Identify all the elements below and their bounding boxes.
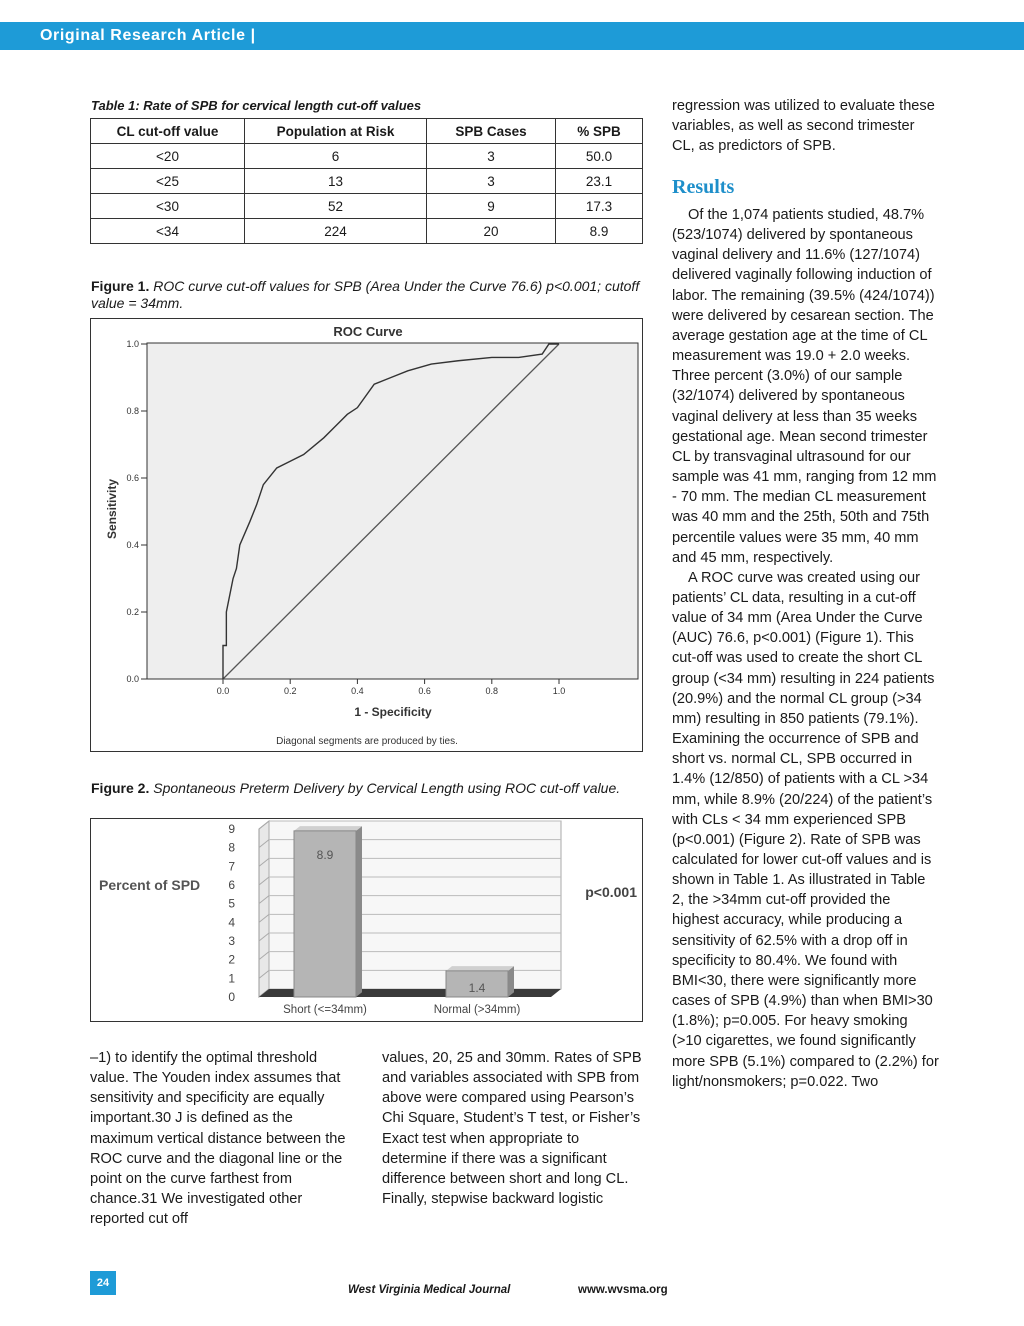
results-paragraph: Of the 1,074 patients studied, 48.7% (523/1074) delivered by spontaneous vaginal delivery and 11.6% (127/1074) delivered vaginally following induction of labor. The remaining (39.5% (424/1074)) were delivered by cesarean section. The average gestation age at the time of CL measurement was 19.0 + 2.0 weeks. Three percent (3.0%) of our sample (32/1074) delivered by spontaneous vaginal delivery at less than 35 weeks gestational age. Mean second trimester CL by transvaginal ultrasound for our sample was 41 mm, ranging from 12 mm - 70 mm. The median CL measurement was 40 mm and the 25th, 50th and 75th percentile values were 35 mm, 40 mm and 45 mm, respectively. xyxy=(672,207,937,566)
table-cell: 224 xyxy=(245,219,427,244)
roc-ylabel: Sensitivity xyxy=(105,478,119,540)
roc-plot-area xyxy=(147,343,638,679)
roc-x-tick-label: 0.2 xyxy=(283,686,297,696)
roc-y-tick-label: 0.2 xyxy=(126,607,139,617)
table-cell: 50.0 xyxy=(556,144,643,169)
table-row xyxy=(91,144,643,169)
table-row xyxy=(91,194,643,219)
roc-y-tick-label: 0.6 xyxy=(126,473,139,483)
bar-y-tick-label: 7 xyxy=(228,859,235,874)
table1 xyxy=(90,118,643,244)
table-header: CL cut-off value xyxy=(91,119,245,144)
bar-category-label: Normal (>34mm) xyxy=(433,1004,521,1016)
figure1-caption-text: ROC curve cut-off values for SPB (Area Under the Curve 76.6) p<0.001; cutoff value = 34mm. xyxy=(91,278,640,311)
table-cell: 52 xyxy=(245,194,427,219)
roc-x-tick-label: 0.8 xyxy=(485,686,499,696)
figure1-caption xyxy=(91,278,644,312)
table-cell: 3 xyxy=(427,144,556,169)
bar-side xyxy=(356,826,362,997)
website: www.wvsma.org xyxy=(578,1284,668,1296)
bar-y-tick-label: 9 xyxy=(228,822,235,836)
body-paragraph: values, 20, 25 and 30mm. Rates of SPB and variables associated with SPB from above were compared using Pearson’s Chi Square, Student’s T test, or Fisher’s Exact test when appropriate to determine if there was a significant difference between short and long CL. Finally, stepwise backward logistic xyxy=(382,1050,642,1208)
bar-side-wall xyxy=(259,821,269,997)
table-header: SPB Cases xyxy=(427,119,556,144)
bar-y-tick-label: 8 xyxy=(228,840,235,855)
roc-xlabel: 1 - Specificity xyxy=(354,705,432,719)
bar-value-label: 1.4 xyxy=(468,980,486,995)
roc-note: Diagonal segments are produced by ties. xyxy=(276,736,458,747)
body-column-1 xyxy=(90,1048,350,1229)
table-cell: <20 xyxy=(91,144,245,169)
roc-y-tick-label: 0.8 xyxy=(126,406,139,416)
bar-top xyxy=(294,826,362,831)
table-cell: 6 xyxy=(245,144,427,169)
roc-x-tick-label: 1.0 xyxy=(552,686,566,696)
figure2-caption-text: Spontaneous Preterm Delivery by Cervical Length using ROC cut-off value. xyxy=(153,780,621,796)
roc-y-tick-label: 1.0 xyxy=(126,339,139,349)
header-bar xyxy=(0,22,1024,50)
bar-chart xyxy=(91,819,642,1021)
journal-name: West Virginia Medical Journal xyxy=(348,1284,511,1296)
bar-y-tick-label: 6 xyxy=(228,878,235,892)
table-row xyxy=(91,219,643,244)
bar-y-tick-label: 2 xyxy=(228,952,235,967)
table-cell: 17.3 xyxy=(556,194,643,219)
table-header: Population at Risk xyxy=(245,119,427,144)
table-cell: 8.9 xyxy=(556,219,643,244)
table-cell: <30 xyxy=(91,194,245,219)
table-header: % SPB xyxy=(556,119,643,144)
bar-figure xyxy=(90,818,643,1022)
bar-value-label: 8.9 xyxy=(316,847,334,862)
page-number: 24 xyxy=(90,1271,116,1295)
table1-caption: Table 1: Rate of SPB for cervical length cut-off values xyxy=(91,98,422,113)
bar-y-tick-label: 5 xyxy=(228,896,235,911)
table-cell: 9 xyxy=(427,194,556,219)
body-paragraph: –1) to identify the optimal threshold value. The Youden index assumes that sensitivity and specificity are equally important.30 J is defined as the maximum vertical distance between the ROC curve and the diagonal line or the point on the curve farthest from chance.31 We investigated other reported cut off xyxy=(90,1050,346,1228)
table-cell: 20 xyxy=(427,219,556,244)
roc-y-tick-label: 0.0 xyxy=(126,674,139,684)
bar-category-label: Short (<=34mm) xyxy=(283,1004,367,1016)
results-paragraph: A ROC curve was created using our patients’ CL data, resulting in a cut-off value of 34 mm (Area Under the Curve (AUC) 76.6, p<0.001) (Figure 1). This cut-off was used to create the short CL group (<34 mm) resulting in 224 patients (20.9%) and the normal CL group (>34 mm) resulting in 850 patients (79.1%). Examining the occurrence of SPB and short vs. normal CL, SPB occurred in 1.4% (12/850) of patients with a CL >34 mm, while 8.9% (20/224) of the patient’s with CLs < 34 mm experienced SPB (p<0.001) (Figure 2). Rate of SPB was calculated for lower cut-off values and is shown in Table 1. As illustrated in Table 2, the >34mm cut-off provided the highest accuracy, while producing a sensitivity of 62.5% with a drop off in specificity to 80.4%. We found with BMI<30, there were significantly more cases of SPB (4.9%) than when BMI>30 (1.8%); p=0.005. For heavy smoking (>10 cigarettes, we found significantly more SPB (5.1%) compared to (2.2%) for light/nonsmokers; p=0.022. Two xyxy=(672,569,939,1090)
results-heading: Results xyxy=(672,176,735,198)
roc-figure xyxy=(90,318,643,752)
roc-chart xyxy=(91,319,642,751)
table-cell: 3 xyxy=(427,169,556,194)
bar-y-tick-label: 1 xyxy=(228,971,235,986)
bar-ylabel: Percent of SPD xyxy=(99,877,201,893)
roc-x-tick-label: 0.4 xyxy=(351,686,364,696)
bar-y-tick-label: 3 xyxy=(228,934,235,948)
body-paragraph: regression was utilized to evaluate these variables, as well as second trimester CL, as predictors of SPB. xyxy=(672,98,935,155)
roc-y-tick-label: 0.4 xyxy=(126,540,139,550)
table-cell: <25 xyxy=(91,169,245,194)
roc-x-tick-label: 0.0 xyxy=(216,686,230,696)
bar-y-tick-label: 0 xyxy=(228,990,235,1004)
table-row xyxy=(91,169,643,194)
bar-top xyxy=(446,966,514,971)
roc-title: ROC Curve xyxy=(333,324,403,339)
body-column-2 xyxy=(382,1048,644,1209)
body-column-3-intro xyxy=(672,96,940,156)
figure2-label: Figure 2. xyxy=(91,780,150,796)
body-column-3-results xyxy=(672,205,940,1092)
table-cell: <34 xyxy=(91,219,245,244)
roc-x-tick-label: 0.6 xyxy=(418,686,431,696)
bar-side xyxy=(508,966,514,997)
figure2-caption xyxy=(91,780,644,797)
section-title: Original Research Article | xyxy=(40,27,256,44)
bar-y-tick-label: 4 xyxy=(228,915,235,930)
table-cell: 23.1 xyxy=(556,169,643,194)
bar-annotation: p<0.001 xyxy=(585,884,637,900)
figure1-label: Figure 1. xyxy=(91,278,150,294)
table-cell: 13 xyxy=(245,169,427,194)
